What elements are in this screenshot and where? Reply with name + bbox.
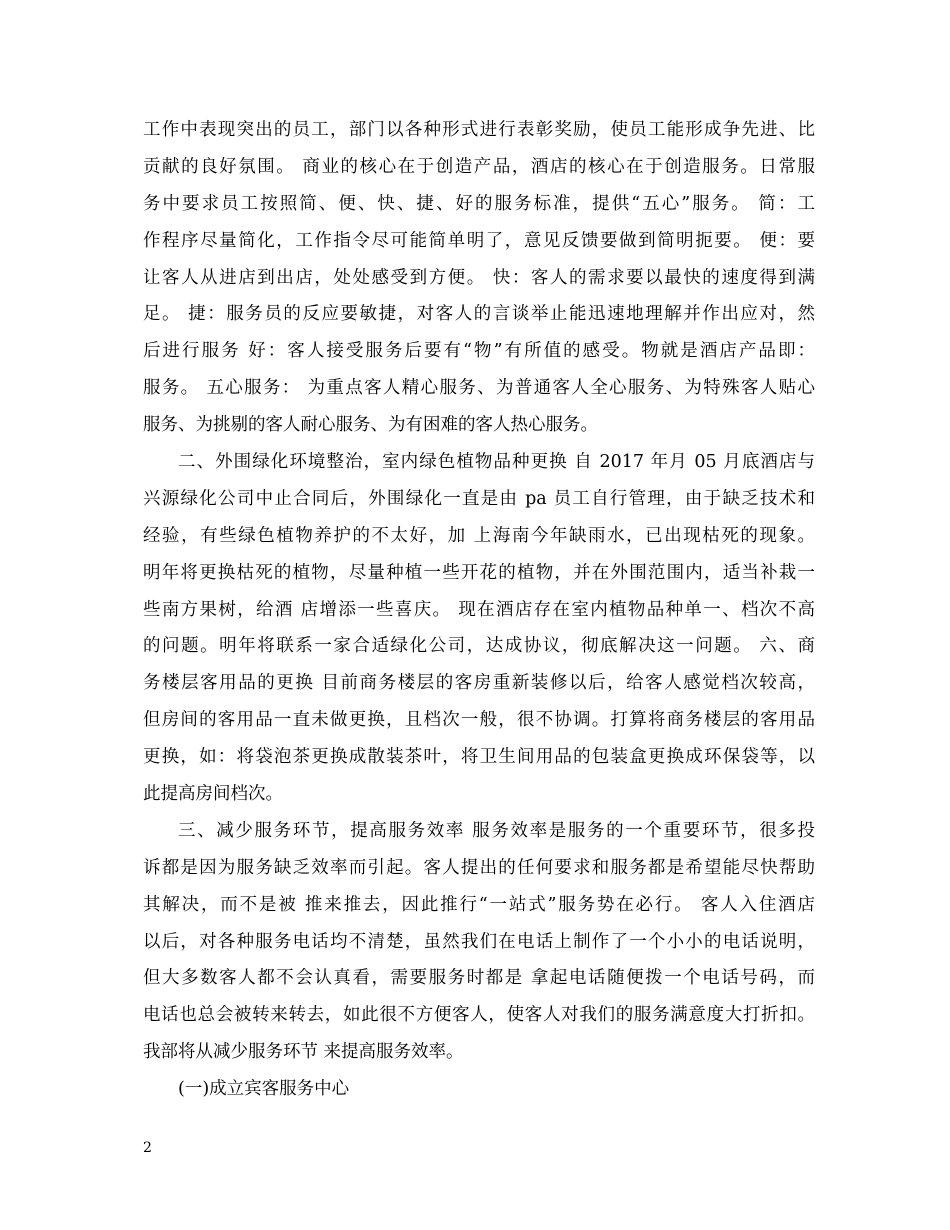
text-line: 以后，对各种服务电话均不清楚，虽然我们在电话上制作了一个小小的电话说明， — [143, 931, 815, 952]
text-line: 贡献的良好氛围。 商业的核心在于创造产品，酒店的核心在于创造服务。日常服 — [143, 156, 815, 177]
text-line: 我部将从减少服务环节 来提高服务效率。 — [143, 1042, 464, 1063]
text-line: 但房间的客用品一直未做更换，且档次一般，很不协调。打算将商务楼层的客用品 — [143, 710, 815, 731]
text-line: 务中要求员工按照简、便、快、捷、好的服务标准，提供“五心”服务。 简：工 — [143, 193, 815, 214]
text-line: 服务、为挑剔的客人耐心服务、为有困难的客人热心服务。 — [143, 415, 598, 436]
document-body — [143, 112, 815, 1108]
text-line: 的问题。明年将联系一家合适绿化公司，达成协议，彻底解决这一问题。 六、商 — [143, 636, 815, 657]
subsection-heading-line: (一)成立宾客服务中心 — [178, 1079, 350, 1100]
text-line: 工作中表现突出的员工，部门以各种形式进行表彰奖励，使员工能形成争先进、比 — [143, 120, 815, 140]
text-line: 但大多数客人都不会认真看，需要服务时都是 拿起电话随便拨一个电话号码，而 — [143, 968, 815, 989]
text-line: 其解决，而不是被 推来推去，因此推行“一站式”服务势在必行。 客人入住酒店 — [143, 894, 815, 915]
text-line: 让客人从进店到出店，处处感受到方便。 快：客人的需求要以最快的速度得到满 — [143, 267, 815, 288]
text-line: 诉都是因为服务缺乏效率而引起。客人提出的任何要求和服务都是希望能尽快帮助 — [143, 857, 815, 878]
text-line: 兴源绿化公司中止合同后，外围绿化一直是由 pa 员工自行管理，由于缺乏技术和 — [143, 488, 815, 509]
text-line: 服务。 五心服务： 为重点客人精心服务、为普通客人全心服务、为特殊客人贴心 — [143, 378, 815, 399]
text-line: 作程序尽量简化，工作指令尽可能简单明了，意见反馈要做到简明扼要。 便：要 — [143, 230, 815, 251]
text-line: 些南方果树，给酒 店增添一些喜庆。 现在酒店存在室内植物品种单一、档次不高 — [143, 599, 815, 620]
text-line: 足。 捷：服务员的反应要敏捷，对客人的言谈举止能迅速地理解并作出应对，然 — [143, 304, 815, 325]
section-heading-line: 三、减少服务环节，提高服务效率 服务效率是服务的一个重要环节，很多投 — [178, 820, 815, 841]
text-line: 电话也总会被转来转去，如此很不方便客人，使客人对我们的服务满意度大打折扣。 — [143, 1005, 815, 1026]
text-line: 经验，有些绿色植物养护的不太好，加 上海南今年缺雨水，已出现枯死的现象。 — [143, 525, 815, 546]
text-line: 后进行服务 好：客人接受服务后要有“物”有所值的感受。物就是酒店产品即： — [143, 341, 815, 362]
section-heading-line: 二、外围绿化环境整治，室内绿色植物品种更换 自 2017 年月 05 月底酒店与 — [178, 452, 815, 473]
text-line: 明年将更换枯死的植物，尽量种植一些开花的植物，并在外围范围内，适当补栽一 — [143, 562, 815, 583]
text-line: 务楼层客用品的更换 目前商务楼层的客房重新装修以后，给客人感觉档次较高， — [143, 673, 815, 694]
page-number: 2 — [143, 1140, 152, 1156]
text-line: 此提高房间档次。 — [143, 784, 283, 805]
text-line: 更换，如：将袋泡茶更换成散装茶叶，将卫生间用品的包装盒更换成环保袋等，以 — [143, 747, 815, 768]
